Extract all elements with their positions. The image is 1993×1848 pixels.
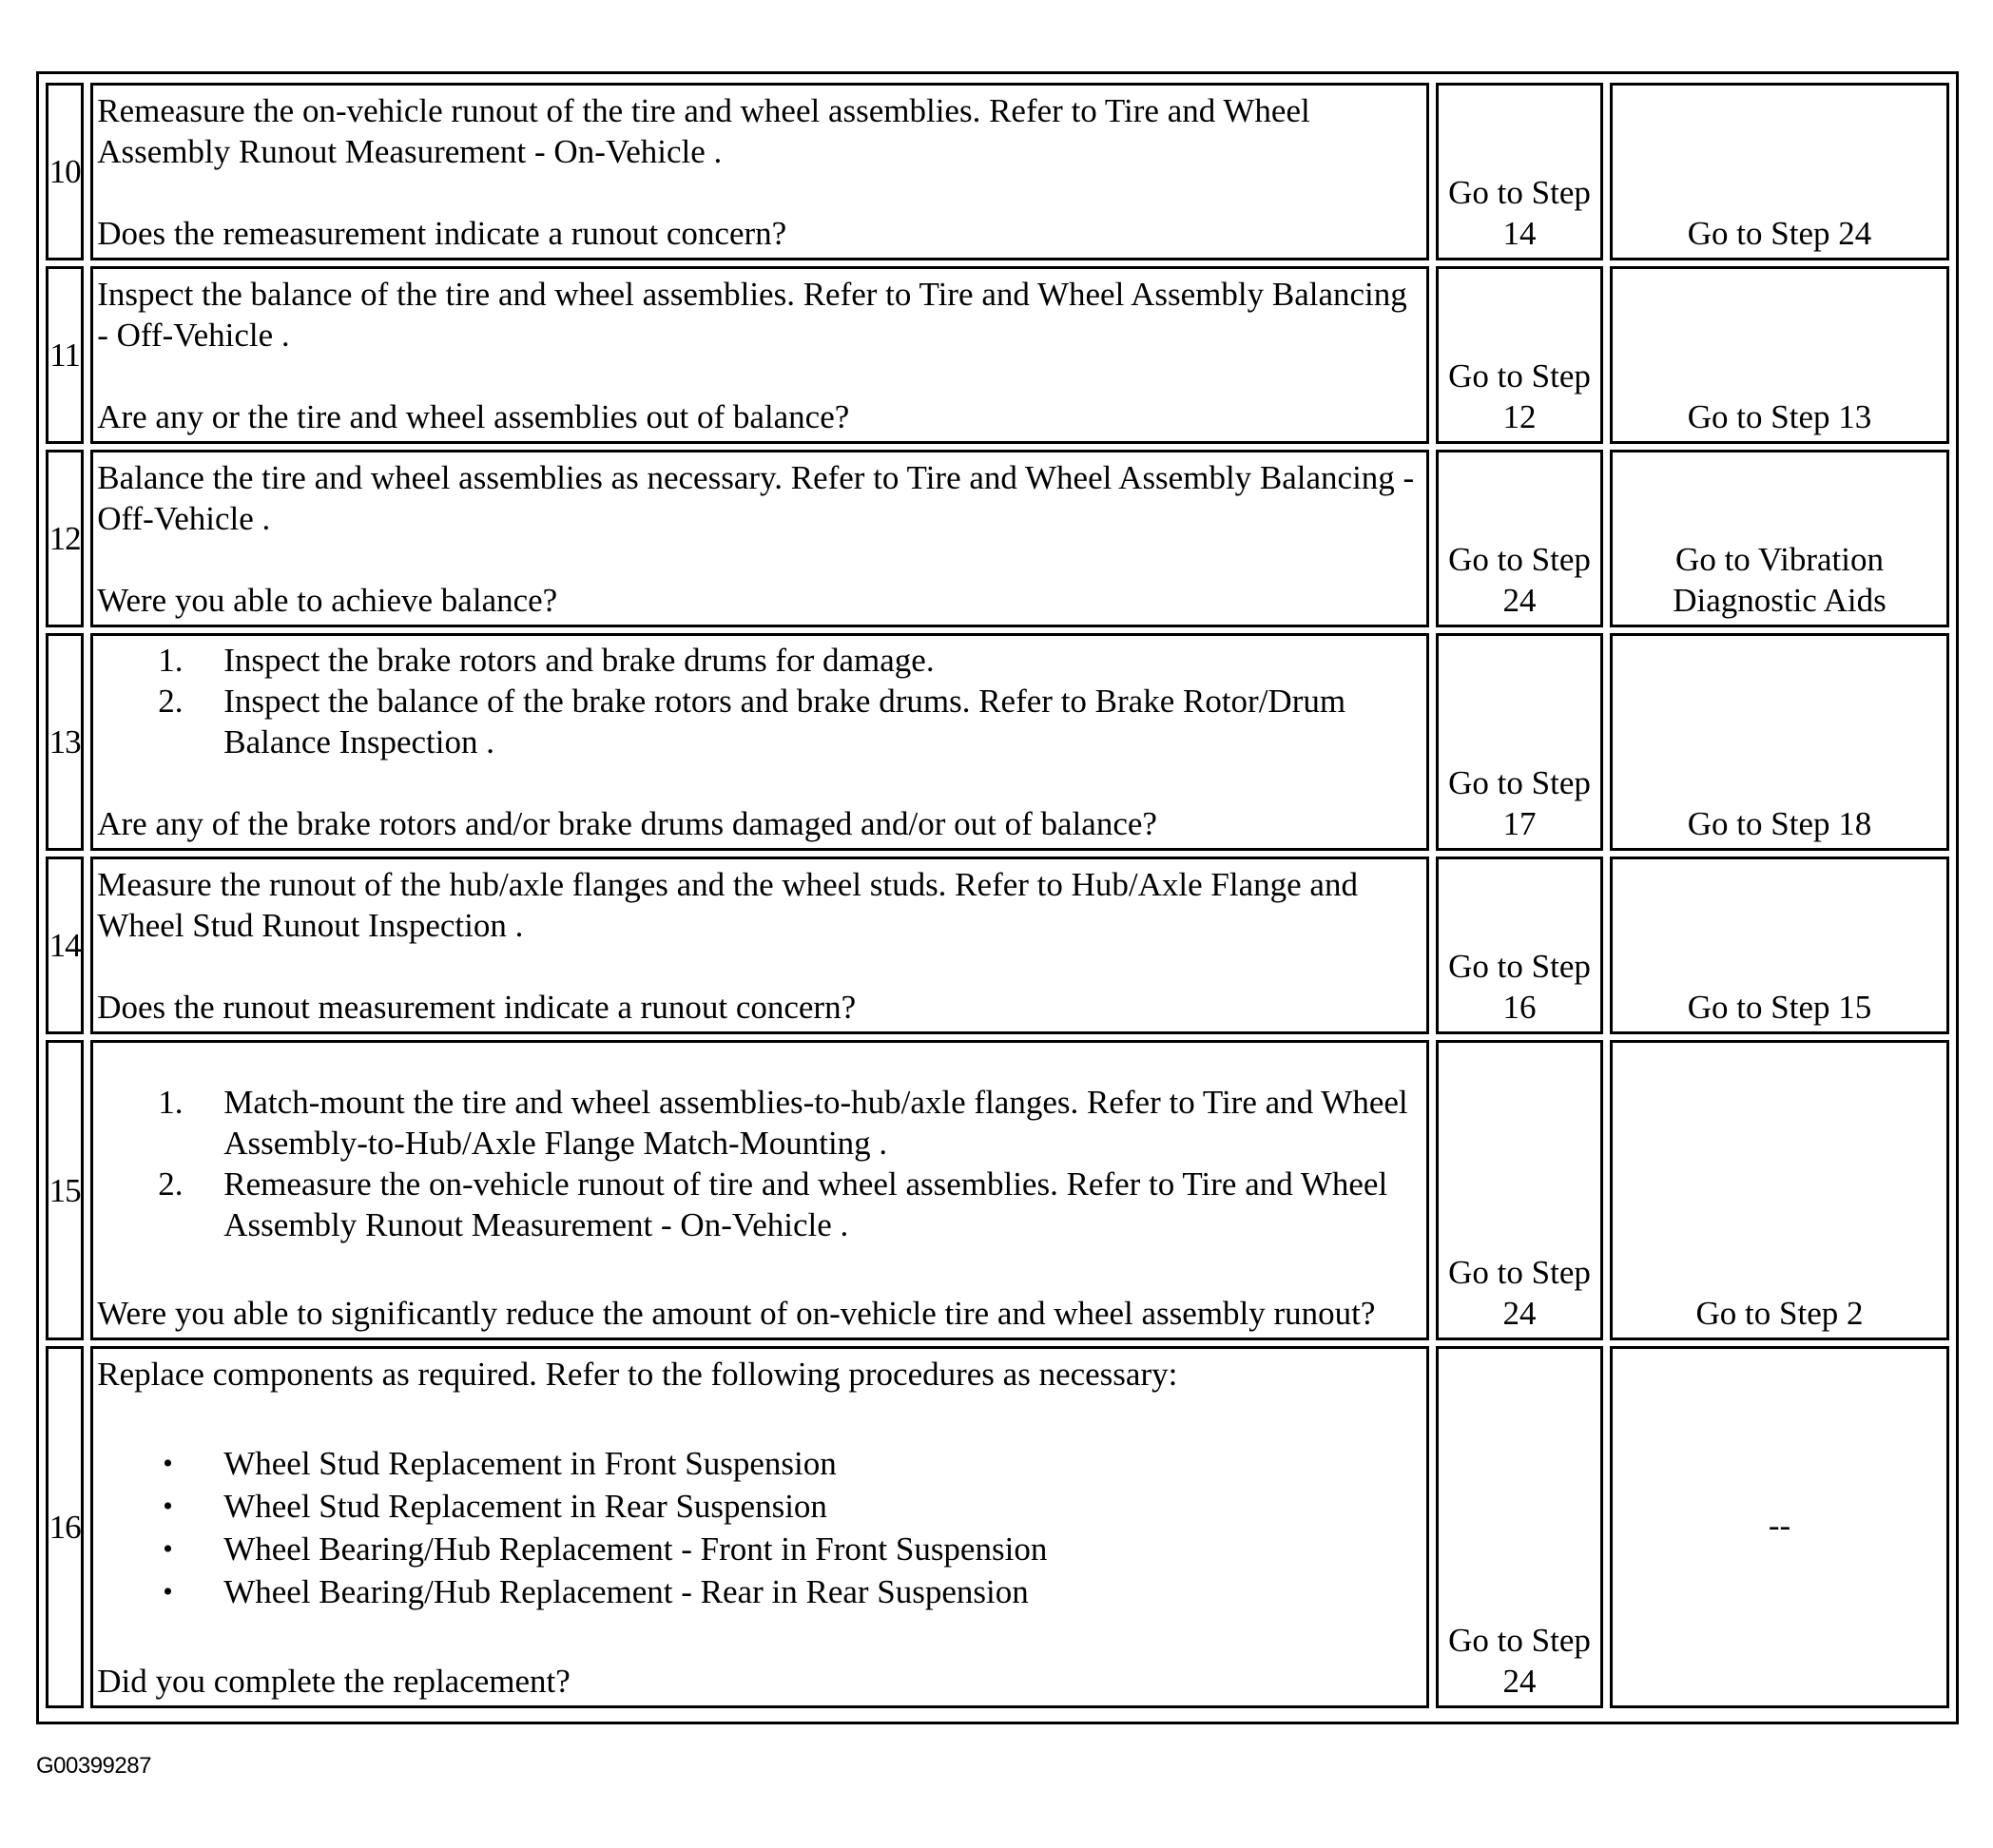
no-result-text: Go to Step 18 [1687,805,1872,842]
table-row [46,1346,1949,1708]
list-item [97,1164,1422,1245]
bullet-marker: • [163,1576,173,1607]
numbered-list [97,640,1422,762]
list-item [97,1570,1422,1613]
action-question: Were you able to significantly reduce the amount of on-vehicle tire and wheel assembly runout? [97,1295,1376,1332]
action-cell [90,1040,1429,1340]
action-question: Did you complete the replacement? [97,1663,571,1700]
yes-result-text: Go to Step 24 [1448,1622,1591,1700]
yes-result [1436,83,1603,260]
step-number: 13 [46,633,84,851]
no-result [1610,1040,1949,1340]
list-item [97,640,1422,681]
yes-result-text: Go to Step 14 [1448,174,1591,252]
no-result-text: Go to Step 24 [1687,215,1872,252]
list-marker: 1. [158,1084,184,1121]
yes-result-text: Go to Step 24 [1448,541,1591,619]
step-number: 16 [46,1346,84,1708]
action-cell [90,857,1429,1034]
action-question: Are any of the brake rotors and/or brake drums damaged and/or out of balance? [97,805,1157,842]
table-row [46,633,1949,851]
list-marker: 2. [158,1165,184,1203]
table-row [46,1040,1949,1340]
action-text: Remeasure the on-vehicle runout of the tire and wheel assemblies. Refer to Tire and Wheel Assembly Runout Measurement - On-Vehicle . [97,92,1310,170]
no-result [1610,266,1949,444]
action-question: Are any or the tire and wheel assemblies out of balance? [97,398,850,435]
list-item-text: Inspect the balance of the brake rotors and brake drums. Refer to Brake Rotor/Drum Balance Inspection . [223,683,1346,760]
action-question: Were you able to achieve balance? [97,582,558,619]
yes-result [1436,1040,1603,1340]
list-item [97,681,1422,762]
yes-result [1436,266,1603,444]
action-cell [90,450,1429,627]
table-row [46,450,1949,627]
yes-result-text: Go to Step 24 [1448,1254,1591,1332]
list-item-text: Match-mount the tire and wheel assemblies-to-hub/axle flanges. Refer to Tire and Wheel Assembly-to-Hub/Axle Flange Match-Mounting . [223,1084,1408,1162]
table-row [46,266,1949,444]
action-text: Inspect the balance of the tire and wheel assemblies. Refer to Tire and Wheel Assembly Balancing - Off-Vehicle . [97,276,1407,354]
procedure-link: Wheel Bearing/Hub Replacement - Front in Front Suspension [223,1530,1048,1568]
bullet-marker: • [163,1533,173,1565]
table-row [46,857,1949,1034]
action-text: Measure the runout of the hub/axle flanges and the wheel studs. Refer to Hub/Axle Flange and Wheel Stud Runout Inspection . [97,866,1358,944]
action-question: Does the remeasurement indicate a runout concern? [97,215,787,252]
yes-result [1436,857,1603,1034]
list-marker: 1. [158,642,184,679]
no-result [1610,633,1949,851]
procedure-link: Wheel Stud Replacement in Front Suspension [223,1445,837,1482]
no-result-text: Go to Vibration Diagnostic Aids [1673,541,1887,619]
table-row [46,83,1949,260]
no-result-text: Go to Step 2 [1695,1295,1864,1332]
no-result-text: Go to Step 13 [1687,398,1872,435]
list-item-text: Remeasure the on-vehicle runout of tire and wheel assemblies. Refer to Tire and Wheel Assembly Runout Measurement - On-Vehicle . [223,1165,1388,1243]
step-number: 11 [46,266,84,444]
list-item [97,1528,1422,1570]
action-text: Replace components as required. Refer to the following procedures as necessary: [97,1356,1178,1393]
step-number: 12 [46,450,84,627]
no-result [1610,450,1949,627]
procedure-link: Wheel Stud Replacement in Rear Suspension [223,1488,827,1525]
no-result [1610,1346,1949,1708]
action-cell [90,266,1429,444]
action-text: Balance the tire and wheel assemblies as necessary. Refer to Tire and Wheel Assembly Balancing - Off-Vehicle . [97,459,1415,537]
list-item-text: Inspect the brake rotors and brake drums for damage. [223,642,935,679]
yes-result [1436,633,1603,851]
list-marker: 2. [158,683,184,720]
bullet-marker: • [163,1448,173,1479]
no-result-text: Go to Step 15 [1687,989,1872,1026]
step-number: 15 [46,1040,84,1340]
yes-result-text: Go to Step 16 [1448,948,1591,1026]
yes-result-text: Go to Step 12 [1448,357,1591,435]
no-result [1610,857,1949,1034]
bullet-marker: • [163,1491,173,1522]
yes-result-text: Go to Step 17 [1448,764,1591,842]
action-question: Does the runout measurement indicate a runout concern? [97,989,857,1026]
list-item [97,1485,1422,1528]
action-cell [90,1346,1429,1708]
list-item [97,1442,1422,1485]
no-result-text: -- [1768,1507,1791,1544]
yes-result [1436,1346,1603,1708]
action-cell [90,633,1429,851]
action-cell [90,83,1429,260]
yes-result [1436,450,1603,627]
numbered-list [97,1082,1422,1245]
list-item [97,1082,1422,1164]
figure-id: G00399287 [36,1753,151,1779]
no-result [1610,83,1949,260]
bullet-list [97,1442,1422,1613]
step-number: 14 [46,857,84,1034]
diagnostic-steps-table [39,77,1956,1714]
step-number: 10 [46,83,84,260]
procedure-link: Wheel Bearing/Hub Replacement - Rear in Rear Suspension [223,1573,1029,1610]
